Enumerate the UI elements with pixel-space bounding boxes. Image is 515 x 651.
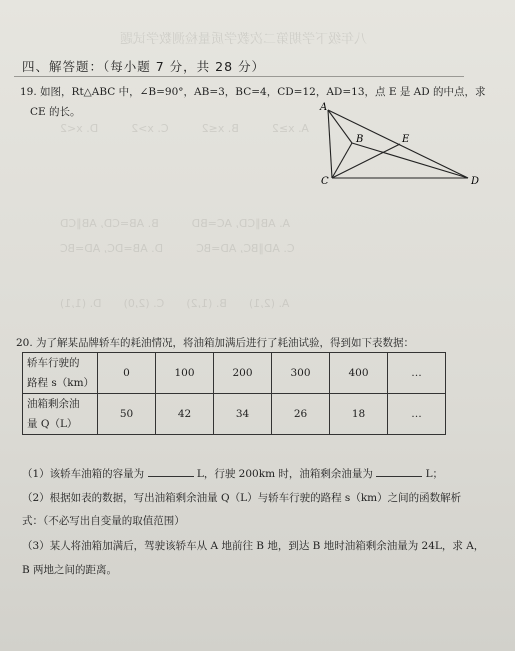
table-cell: 200 [214, 353, 272, 394]
table-cell: 50 [98, 394, 156, 435]
section-title: 四、解答题：（每小题 7 分，共 28 分） [22, 59, 266, 74]
q20-part1 [22, 466, 443, 481]
table-cell: 0 [98, 353, 156, 394]
bleed-through-text: C. AD∥BC, AD=BC D. AB=DC, AD=BC [60, 242, 295, 255]
part1-text: （1）该轿车油箱的容量为 [22, 468, 145, 480]
q20-part3-line1: （3）某人将油箱加满后，驾驶该轿车从 A 地前往 B 地，到达 B 地时油箱剩余油量为 24L，求 A， [22, 540, 485, 552]
table-cell: 42 [156, 394, 214, 435]
bleed-through-text: 八年级下学期第二次教学质量检测数学试题 [120, 32, 368, 47]
q19-text-line1: 19. 如图，Rt△ABC 中，∠B=90°，AB=3，BC=4，CD=12，AD=13，点 E 是 AD 的中点，求 [20, 86, 486, 98]
q20-part2-line1: （2）根据如表的数据，写出油箱剩余油量 Q（L）与轿车行驶的路程 s（km）之间的函数解析 [22, 492, 462, 504]
header-line: 轿车行驶的 [27, 357, 80, 369]
table-header-fuel [23, 394, 98, 435]
header-line: 路程 s（km） [27, 377, 95, 389]
answer-blank[interactable] [376, 466, 422, 477]
part1-text: L，行驶 200km 时，油箱剩余油量为 [196, 468, 373, 480]
table-cell: 400 [330, 353, 388, 394]
label-E: E [402, 134, 410, 145]
table-row-distance [23, 353, 446, 394]
table-cell: 100 [156, 353, 214, 394]
label-C: C [321, 176, 329, 187]
q20-part3-line2: B 两地之间的距离。 [22, 564, 118, 576]
table-cell: 26 [272, 394, 330, 435]
table-header-distance [23, 353, 98, 394]
question-20 [16, 334, 496, 352]
table-cell: 300 [272, 353, 330, 394]
bleed-through-text: A. AB∥CD, AC=BD B. AB=CD, AB∥CD [60, 217, 290, 230]
table-cell: … [388, 394, 446, 435]
q20-part2-line2: 式：（不必写出自变量的取值范围） [22, 515, 185, 527]
part1-text: L； [425, 468, 444, 480]
table-cell: 34 [214, 394, 272, 435]
label-B: B [356, 134, 364, 145]
table-cell: … [388, 353, 446, 394]
bleed-through-text: A. (2,1) B. (1,2) C. (2,0) D. (1,1) [60, 297, 290, 310]
answer-blank[interactable] [148, 466, 194, 477]
triangle-figure [318, 100, 488, 190]
table-cell: 18 [330, 394, 388, 435]
table-row-fuel [23, 394, 446, 435]
bleed-through-text: A. x≥2 B. x≤2 C. x>2 D. x<2 [60, 122, 309, 135]
q19-text-line2: CE 的长。 [30, 106, 81, 118]
header-line: 量 Q（L） [27, 418, 78, 430]
label-A: A [320, 102, 328, 113]
label-D: D [471, 176, 480, 187]
fuel-data-table [22, 352, 446, 435]
q20-intro: 20. 为了解某品牌轿车的耗油情况，将油箱加满后进行了耗油试验，得到如下表数据： [16, 337, 415, 349]
header-line: 油箱剩余油 [27, 398, 80, 410]
divider [14, 76, 464, 77]
